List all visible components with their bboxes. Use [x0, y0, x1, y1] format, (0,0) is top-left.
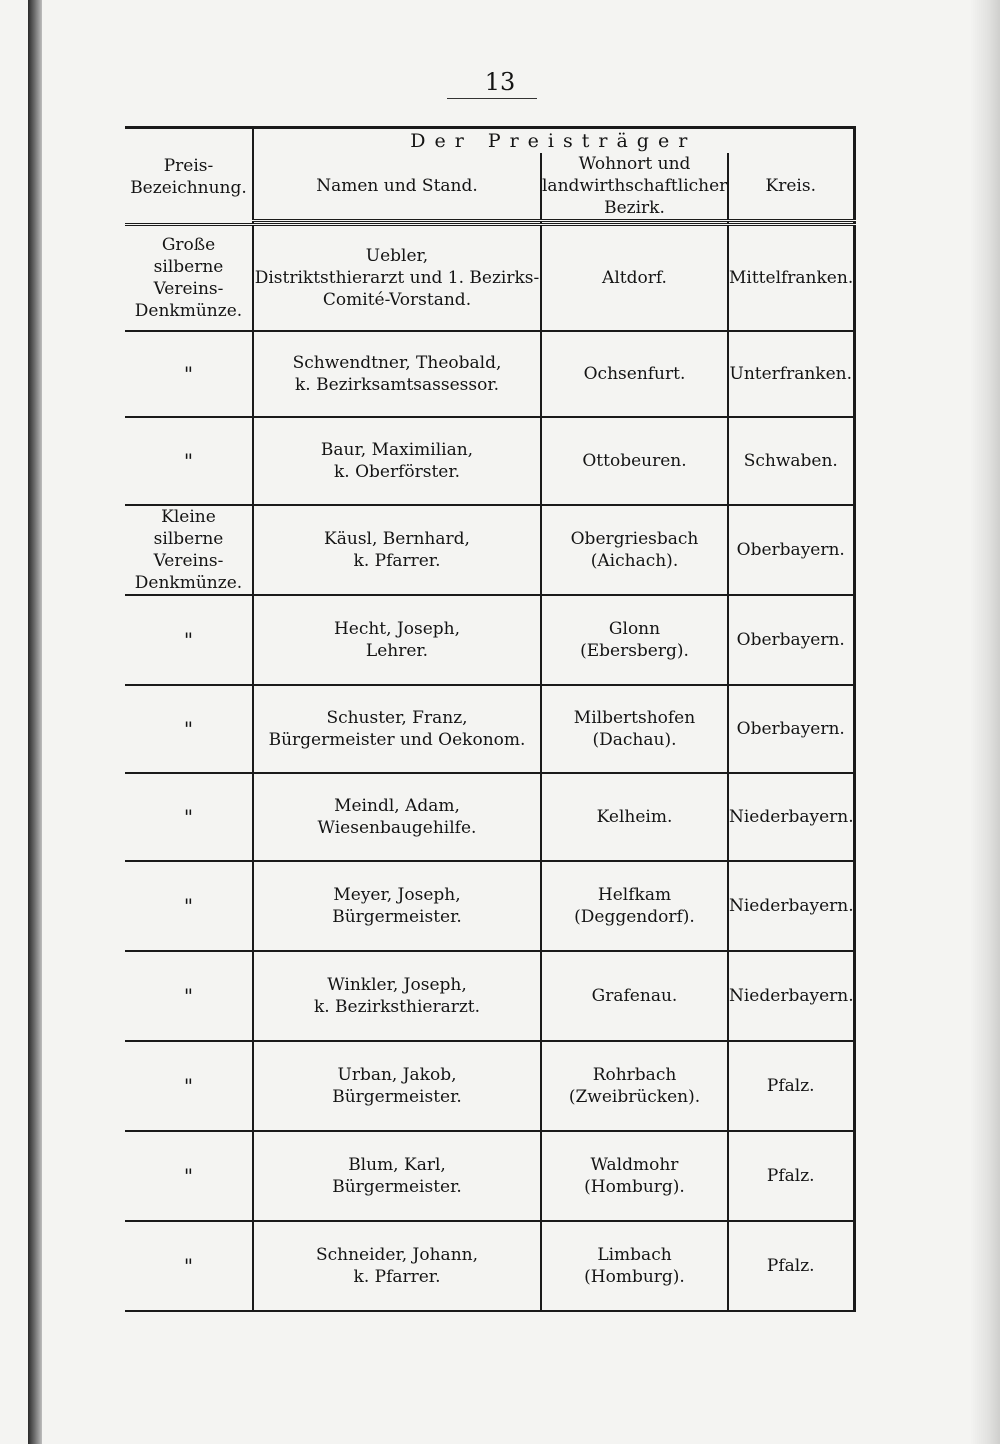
residence-cell-line: (Homburg). — [584, 1176, 685, 1197]
residence-cell — [541, 861, 728, 951]
prize-cell — [125, 685, 253, 773]
prize-cell — [125, 595, 253, 685]
district-cell: Schwaben. — [728, 417, 854, 505]
residence-header-line: Bezirk. — [604, 198, 665, 218]
prize-cell-line: " — [183, 893, 194, 918]
residence-header-line: Wohnort und — [578, 154, 691, 174]
prize-cell-line: " — [183, 716, 194, 741]
name-cell-line: Schneider, Johann, — [315, 1244, 478, 1265]
prize-cell — [125, 861, 253, 951]
residence-cell-line: (Zweibrücken). — [568, 1086, 701, 1107]
district-cell: Oberbayern. — [728, 595, 854, 685]
district-cell: Oberbayern. — [728, 685, 854, 773]
prize-cell-line: " — [183, 1163, 194, 1188]
prize-cell — [125, 225, 253, 331]
residence-cell-line: Milbertshofen — [573, 707, 696, 728]
prize-cell — [125, 773, 253, 861]
residence-cell — [541, 225, 728, 331]
table-row — [125, 595, 854, 685]
name-cell-line: Comité-Vorstand. — [322, 289, 472, 310]
residence-cell-line: (Dachau). — [592, 729, 677, 750]
district-cell: Mittelfranken. — [728, 225, 854, 331]
table-row — [125, 951, 854, 1041]
residence-cell-line: Helfkam — [597, 884, 672, 905]
prize-cell-line: Vereins- — [153, 550, 224, 571]
prize-cell-line: Vereins- — [153, 278, 224, 299]
table-row — [125, 417, 854, 505]
district-cell: Niederbayern. — [728, 951, 854, 1041]
name-cell — [253, 225, 541, 331]
district-cell: Niederbayern. — [728, 773, 854, 861]
residence-cell-line: Kelheim. — [596, 806, 673, 827]
name-cell-line: Schuster, Franz, — [326, 707, 468, 728]
name-cell-line: Hecht, Joseph, — [333, 618, 461, 639]
name-cell-line: Baur, Maximilian, — [320, 439, 474, 460]
group-header: Der Preisträger — [253, 128, 854, 154]
table-row — [125, 1041, 854, 1131]
name-cell-line: Schwendtner, Theobald, — [292, 352, 502, 373]
residence-cell — [541, 331, 728, 417]
residence-cell — [541, 417, 728, 505]
name-cell-line: Bürgermeister und Oekonom. — [268, 729, 526, 750]
district-cell: Oberbayern. — [728, 505, 854, 595]
name-cell-line: Wiesenbaugehilfe. — [317, 817, 477, 838]
name-cell-line: Uebler, — [365, 245, 429, 266]
name-cell — [253, 1131, 541, 1221]
prize-cell-line: Große silberne — [153, 234, 224, 277]
residence-header-cell — [541, 153, 728, 221]
residence-header-line: landwirthschaftlicher — [542, 176, 728, 196]
name-cell-line: k. Pfarrer. — [353, 1266, 441, 1287]
district-cell: Pfalz. — [728, 1041, 854, 1131]
residence-cell — [541, 951, 728, 1041]
residence-cell-line: Glonn — [608, 618, 661, 639]
page-number-rule — [447, 98, 537, 99]
district-cell: Niederbayern. — [728, 861, 854, 951]
prize-cell-line: Denkmünze. — [134, 572, 243, 593]
table-row — [125, 1131, 854, 1221]
name-cell — [253, 951, 541, 1041]
name-cell-line: Urban, Jakob, — [337, 1064, 457, 1085]
residence-cell-line: Ochsenfurt. — [583, 363, 686, 384]
name-cell-line: Bürgermeister. — [332, 906, 462, 927]
district-cell: Pfalz. — [728, 1131, 854, 1221]
district-header-cell — [728, 153, 854, 221]
prize-cell — [125, 1221, 253, 1311]
name-cell — [253, 1041, 541, 1131]
residence-cell — [541, 773, 728, 861]
page-edge-shadow — [970, 0, 1000, 1444]
district-header-line: Kreis. — [765, 176, 816, 196]
name-cell — [253, 1221, 541, 1311]
table-row — [125, 773, 854, 861]
name-cell — [253, 595, 541, 685]
prize-cell-line: " — [183, 361, 194, 386]
name-cell-line: Blum, Karl, — [348, 1154, 446, 1175]
name-cell — [253, 685, 541, 773]
prize-cell — [125, 505, 253, 595]
residence-cell-line: (Aichach). — [590, 550, 679, 571]
prize-cell-line: " — [183, 1073, 194, 1098]
name-header-cell — [253, 153, 541, 221]
prize-cell-line: " — [183, 627, 194, 652]
prize-cell-line: Denkmünze. — [134, 300, 243, 321]
district-cell: Unterfranken. — [728, 331, 854, 417]
residence-cell-line: Altdorf. — [602, 267, 667, 288]
table-row — [125, 1221, 854, 1311]
residence-cell-line: (Ebersberg). — [580, 640, 689, 661]
name-cell-line: k. Pfarrer. — [353, 550, 441, 571]
name-cell-line: Bürgermeister. — [332, 1176, 462, 1197]
residence-cell — [541, 1041, 728, 1131]
prize-cell-line: " — [183, 983, 194, 1008]
name-header-line: Namen und Stand. — [316, 176, 478, 196]
book-spine — [28, 0, 42, 1444]
name-cell — [253, 331, 541, 417]
prize-cell — [125, 331, 253, 417]
residence-cell — [541, 685, 728, 773]
prize-header-cell — [125, 128, 253, 221]
residence-cell-line: (Homburg). — [584, 1266, 685, 1287]
residence-cell-line: (Deggendorf). — [574, 906, 695, 927]
name-cell-line: Meindl, Adam, — [334, 795, 460, 816]
table-row — [125, 225, 854, 331]
district-cell: Pfalz. — [728, 1221, 854, 1311]
prize-header-line: Preis- — [163, 156, 214, 176]
residence-cell-line: Obergriesbach — [570, 528, 699, 549]
table-row — [125, 685, 854, 773]
prize-cell-line: " — [183, 804, 194, 829]
residence-cell-line: Limbach — [597, 1244, 672, 1265]
page-number: 13 — [484, 68, 516, 96]
prize-cell — [125, 951, 253, 1041]
name-cell-line: Käusl, Bernhard, — [324, 528, 470, 549]
residence-cell — [541, 505, 728, 595]
name-cell — [253, 417, 541, 505]
name-cell-line: Lehrer. — [365, 640, 429, 661]
prize-cell-line: Kleine silberne — [153, 506, 224, 549]
prize-cell — [125, 1131, 253, 1221]
name-cell-line: k. Bezirksamtsassessor. — [294, 374, 499, 395]
table-row — [125, 505, 854, 595]
prize-cell-line: " — [183, 448, 194, 473]
name-cell-line: Distriktsthierarzt und 1. Bezirks- — [254, 267, 540, 288]
name-cell — [253, 505, 541, 595]
name-cell-line: k. Oberförster. — [333, 461, 461, 482]
name-cell-line: Meyer, Joseph, — [333, 884, 461, 905]
table-row — [125, 331, 854, 417]
residence-cell-line: Grafenau. — [591, 985, 678, 1006]
residence-cell — [541, 595, 728, 685]
table-row — [125, 861, 854, 951]
prize-header-line: Bezeichnung. — [130, 178, 247, 198]
name-cell-line: k. Bezirksthierarzt. — [313, 996, 481, 1017]
name-cell-line: Bürgermeister. — [332, 1086, 462, 1107]
name-cell — [253, 773, 541, 861]
name-cell — [253, 861, 541, 951]
residence-cell — [541, 1131, 728, 1221]
residence-cell — [541, 1221, 728, 1311]
residence-cell-line: Ottobeuren. — [582, 450, 687, 471]
name-cell-line: Winkler, Joseph, — [327, 974, 467, 995]
prize-cell-line: " — [183, 1253, 194, 1278]
residence-cell-line: Rohrbach — [592, 1064, 677, 1085]
prize-winners-table — [125, 126, 856, 1312]
prize-cell — [125, 417, 253, 505]
prize-cell — [125, 1041, 253, 1131]
residence-cell-line: Waldmohr — [590, 1154, 679, 1175]
